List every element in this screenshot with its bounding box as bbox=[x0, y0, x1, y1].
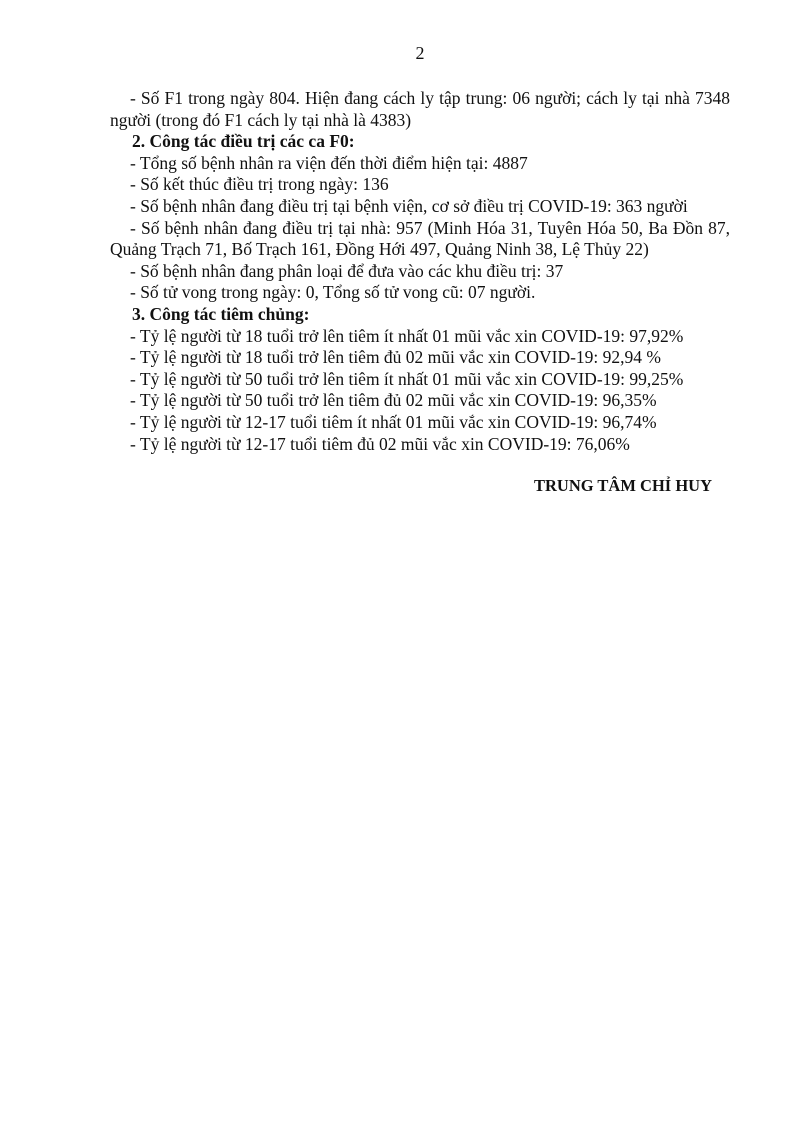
treatment-item-home: - Số bệnh nhân đang điều trị tại nhà: 957 (Minh Hóa 31, Tuyên Hóa 50, Ba Đồn 87, Quảng Trạch 71, Bố Trạch 161, Đồng Hới 497, Quảng Ninh 38, Lệ Thủy 22) bbox=[110, 217, 730, 260]
f1-isolation-line: - Số F1 trong ngày 804. Hiện đang cách ly tập trung: 06 người; cách ly tại nhà 7348 người (trong đó F1 cách ly tại nhà là 4383) bbox=[110, 88, 730, 130]
page-number: 2 bbox=[415, 43, 425, 63]
treatment-item-hospital: - Số bệnh nhân đang điều trị tại bệnh viện, cơ sở điều trị COVID-19: 363 người bbox=[130, 195, 688, 216]
vaccination-item-18-first: - Tỷ lệ người từ 18 tuổi trở lên tiêm ít nhất 01 mũi vắc xin COVID-19: 97,92% bbox=[130, 325, 684, 346]
treatment-heading: 2. Công tác điều trị các ca F0: bbox=[132, 131, 355, 152]
document-page bbox=[110, 40, 730, 497]
vaccination-item-18-full: - Tỷ lệ người từ 18 tuổi trở lên tiêm đủ 02 mũi vắc xin COVID-19: 92,94 % bbox=[130, 347, 661, 368]
vaccination-item-12-17-first: - Tỷ lệ người từ 12-17 tuổi tiêm ít nhất 01 mũi vắc xin COVID-19: 96,74% bbox=[130, 411, 657, 432]
vaccination-heading: 3. Công tác tiêm chủng: bbox=[132, 303, 310, 324]
vaccination-item-50-first: - Tỷ lệ người từ 50 tuổi trở lên tiêm ít nhất 01 mũi vắc xin COVID-19: 99,25% bbox=[130, 368, 684, 389]
treatment-item-discharged: - Tổng số bệnh nhân ra viện đến thời điểm hiện tại: 4887 bbox=[130, 152, 528, 173]
vaccination-item-12-17-full: - Tỷ lệ người từ 12-17 tuổi tiêm đủ 02 mũi vắc xin COVID-19: 76,06% bbox=[130, 433, 630, 454]
signature-block: TRUNG TÂM CHỈ HUY bbox=[534, 476, 712, 496]
treatment-item-completed-today: - Số kết thúc điều trị trong ngày: 136 bbox=[130, 174, 389, 195]
treatment-item-classifying: - Số bệnh nhân đang phân loại để đưa vào các khu điều trị: 37 bbox=[130, 260, 564, 281]
treatment-item-deaths: - Số tử vong trong ngày: 0, Tổng số tử vong cũ: 07 người. bbox=[130, 282, 536, 303]
vaccination-item-50-full: - Tỷ lệ người từ 50 tuổi trở lên tiêm đủ 02 mũi vắc xin COVID-19: 96,35% bbox=[130, 390, 657, 411]
